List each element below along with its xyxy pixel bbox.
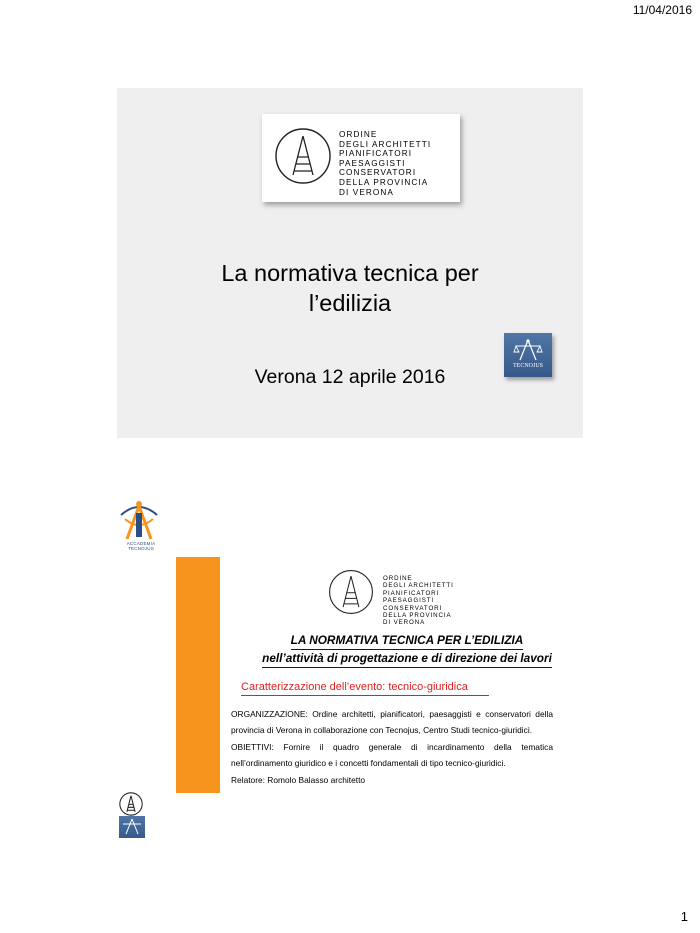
slide-1 xyxy=(117,88,583,438)
tecnojus-small-logo-icon xyxy=(119,816,145,838)
order-logo-card xyxy=(262,114,460,202)
academia-tecnojus-logo-icon xyxy=(117,497,161,543)
page-number: 1 xyxy=(680,909,688,924)
order-architects-logo-icon xyxy=(274,127,332,185)
organization-text: ORGANIZZAZIONE: Ordine architetti, pianificatori, paesaggisti e conservatori della provincia di Verona in collaborazione con Tecnojus, Centro Studi tecnico-giuridici. xyxy=(231,709,553,736)
slide-title: La normativa tecnica per l’edilizia xyxy=(221,260,479,316)
order-architects-small-icon xyxy=(119,792,143,816)
event-heading: LA NORMATIVA TECNICA PER L’EDILIZIA nell’attività di progettazione e di direzione dei lavori xyxy=(227,632,587,668)
order-logo-small xyxy=(328,569,454,627)
slide-subtitle: Verona 12 aprile 2016 xyxy=(254,366,446,388)
orange-accent-bar xyxy=(176,557,220,793)
tecnojus-logo: TECNOJUS xyxy=(504,333,552,377)
order-name: ORDINE DEGLI ARCHITETTI PIANIFICATORI PAESAGGISTI CONSERVATORI DELLA PROVINCIA DI VERONA xyxy=(383,575,454,627)
academia-caption: ACCADEMIA TECNOJUS xyxy=(126,541,156,551)
slide-2 xyxy=(117,493,583,843)
speaker-text: Relatore: Romolo Balasso architetto xyxy=(231,774,366,785)
event-description xyxy=(231,706,553,788)
compass-scales-icon xyxy=(513,338,543,362)
order-architects-logo-icon xyxy=(328,569,374,615)
order-name: ORDINE DEGLI ARCHITETTI PIANIFICATORI PAESAGGISTI CONSERVATORI DELLA PROVINCIA DI VERONA xyxy=(339,130,432,197)
event-characterization: Caratterizzazione dell’evento: tecnico-giuridica xyxy=(241,681,468,693)
objectives-text: OBIETTIVI: Fornire il quadro generale di incardinamento della tematica nell’ordinamento giuridico e i concetti fondamentali di tipo tecnico-giuridici. xyxy=(231,741,553,769)
divider xyxy=(241,695,489,696)
print-date: 11/04/2016 xyxy=(632,3,692,17)
